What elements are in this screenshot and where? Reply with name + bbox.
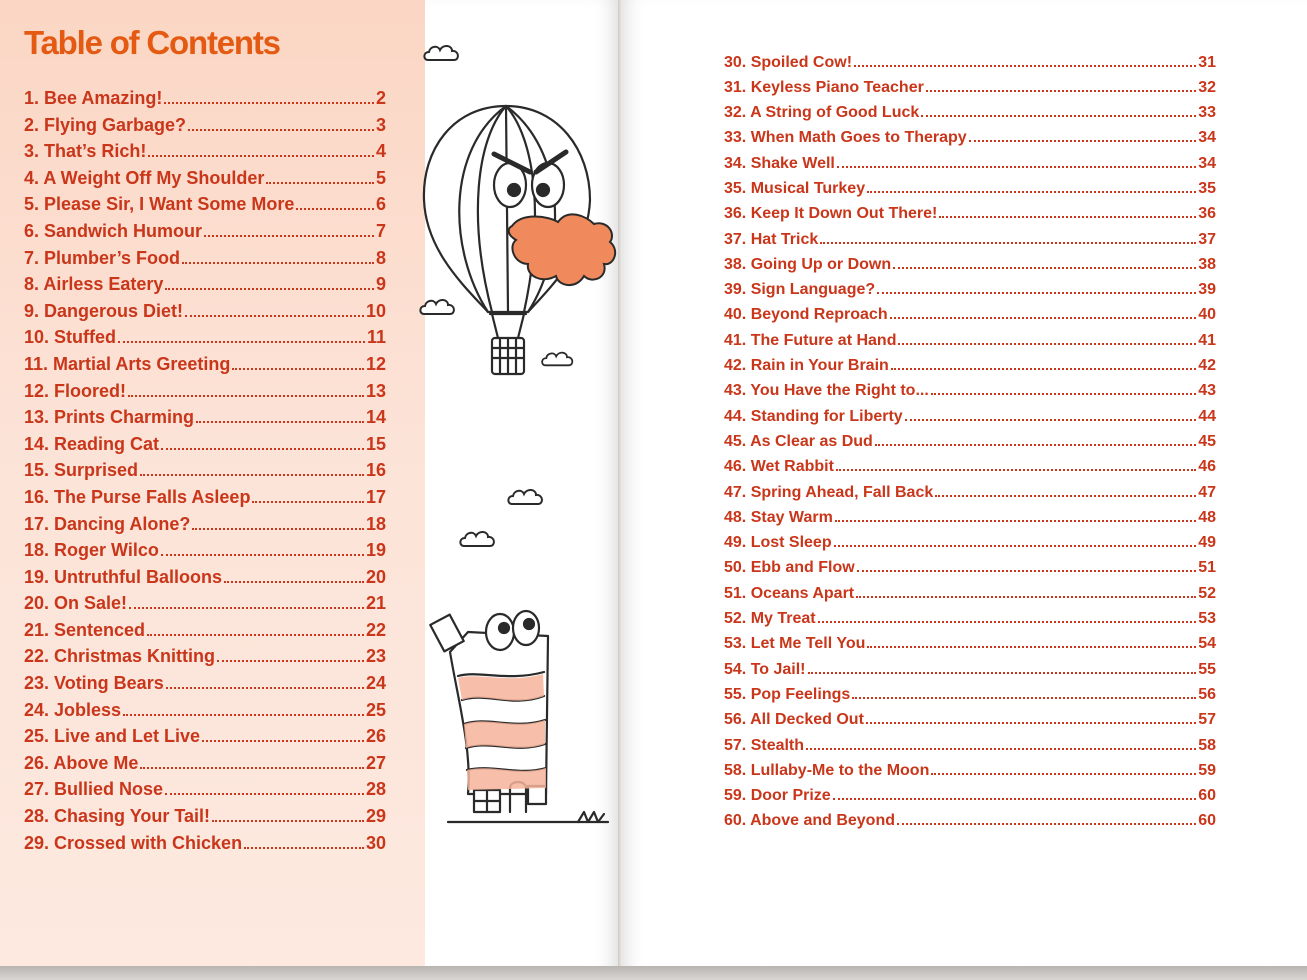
- toc-entry-page-number: 31: [1198, 53, 1216, 71]
- dot-leader: [820, 230, 1196, 244]
- toc-entry-page-number: 10: [365, 300, 386, 321]
- toc-entry-page-number: 37: [1198, 230, 1216, 248]
- toc-entry-page-number: 3: [375, 114, 386, 135]
- toc-entry-title: 4. A Weight Off My Shoulder: [24, 167, 265, 188]
- toc-entry-page-number: 35: [1198, 180, 1216, 197]
- toc-entry-page-number: 34: [1198, 129, 1216, 147]
- toc-entry-title: 14. Reading Cat: [24, 433, 160, 454]
- dot-leader: [837, 154, 1196, 168]
- toc-entry-page-number: 43: [1198, 382, 1216, 400]
- toc-entry-title: 29. Crossed with Chicken: [24, 832, 243, 853]
- dot-leader: [926, 78, 1196, 92]
- dot-leader: [161, 541, 364, 556]
- toc-entry-page-number: 30: [365, 832, 386, 853]
- toc-entry-title: 25. Live and Let Live: [24, 726, 201, 747]
- toc-entry-title: 31. Keyless Piano Teacher: [724, 78, 924, 96]
- toc-entry-title: 8. Airless Eatery: [24, 274, 164, 295]
- dot-leader: [893, 255, 1196, 269]
- toc-entry-page-number: 46: [1198, 458, 1216, 476]
- toc-entry: [724, 508, 1216, 533]
- toc-entry: [724, 382, 1216, 407]
- toc-entry-title: 53. Let Me Tell You: [724, 635, 866, 653]
- toc-entry-page-number: 34: [1198, 154, 1216, 172]
- dot-leader: [185, 302, 364, 317]
- toc-entry-title: 34. Shake Well: [724, 154, 835, 172]
- toc-entry-title: 57. Stealth: [724, 736, 805, 754]
- dot-leader: [931, 761, 1196, 775]
- toc-entry: [24, 700, 386, 727]
- toc-entry: [24, 194, 386, 221]
- toc-entry-page-number: 20: [365, 566, 386, 587]
- toc-list-right: [724, 53, 1216, 837]
- dot-leader: [867, 635, 1196, 649]
- toc-entry: [24, 514, 386, 541]
- toc-entry-title: 41. The Future at Hand: [724, 331, 897, 349]
- toc-entry-title: 32. A String of Good Luck: [724, 104, 920, 122]
- toc-entry: [24, 673, 386, 700]
- dot-leader: [129, 594, 364, 609]
- toc-entry: [24, 381, 386, 408]
- dot-leader: [939, 205, 1196, 219]
- toc-entry-page-number: 40: [1198, 306, 1216, 324]
- toc-entry-title: 51. Oceans Apart: [724, 584, 855, 602]
- toc-entry-page-number: 6: [375, 194, 386, 215]
- toc-entry-title: 35. Musical Turkey: [724, 180, 866, 197]
- dot-leader: [835, 508, 1196, 522]
- toc-entry-title: 22. Christmas Knitting: [24, 646, 216, 667]
- toc-entry: [724, 812, 1216, 837]
- toc-entry: [724, 154, 1216, 179]
- cloud-icon: [422, 42, 462, 64]
- toc-entry-page-number: 60: [1198, 787, 1216, 805]
- toc-entry: [24, 806, 386, 833]
- toc-entry-page-number: 52: [1198, 584, 1216, 602]
- toc-entry: [724, 787, 1216, 812]
- toc-entry: [24, 248, 386, 275]
- toc-entry: [724, 685, 1216, 710]
- dot-leader: [224, 568, 364, 583]
- toc-entry-title: 26. Above Me: [24, 752, 139, 773]
- dot-leader: [128, 382, 364, 397]
- toc-entry-title: 9. Dangerous Diet!: [24, 300, 184, 321]
- cloud-icon: [418, 296, 458, 320]
- toc-entry: [724, 559, 1216, 584]
- toc-entry: [24, 779, 386, 806]
- toc-entry-title: 45. As Clear as Dud: [724, 432, 873, 450]
- toc-entry-title: 2. Flying Garbage?: [24, 114, 187, 135]
- dot-leader: [856, 584, 1196, 598]
- toc-entry: [724, 78, 1216, 103]
- toc-entry-page-number: 2: [375, 88, 386, 108]
- toc-entry-page-number: 54: [1198, 635, 1216, 653]
- toc-entry-title: 54. To Jail!: [724, 660, 806, 678]
- dot-leader: [232, 355, 364, 370]
- toc-entry: [24, 88, 386, 115]
- toc-entry: [724, 736, 1216, 761]
- toc-entry-title: 30. Spoiled Cow!: [724, 53, 853, 71]
- toc-entry-page-number: 25: [365, 699, 386, 720]
- dot-leader: [867, 179, 1196, 193]
- dot-leader: [833, 787, 1197, 801]
- dot-leader: [196, 408, 364, 423]
- dot-leader: [188, 116, 374, 131]
- toc-entry-page-number: 9: [375, 274, 386, 295]
- toc-entry: [724, 761, 1216, 786]
- toc-entry-title: 18. Roger Wilco: [24, 540, 159, 561]
- toc-entry-title: 21. Sentenced: [24, 619, 146, 640]
- toc-entry-title: 1. Bee Amazing!: [24, 88, 163, 108]
- dot-leader: [165, 275, 374, 290]
- toc-entry: [724, 129, 1216, 154]
- cloud-icon: [506, 486, 546, 508]
- dot-leader: [140, 754, 364, 769]
- dot-leader: [217, 648, 364, 663]
- toc-entry-title: 59. Door Prize: [724, 787, 831, 805]
- toc-entry-page-number: 23: [365, 646, 386, 667]
- toc-entry-page-number: 28: [365, 779, 386, 800]
- toc-entry-title: 17. Dancing Alone?: [24, 513, 191, 534]
- toc-entry-title: 60. Above and Beyond: [724, 812, 895, 830]
- toc-entry: [24, 407, 386, 434]
- toc-entry-page-number: 13: [365, 380, 386, 401]
- toc-entry-title: 39. Sign Language?: [724, 281, 876, 299]
- toc-entry-title: 11. Martial Arts Greeting: [24, 353, 231, 374]
- cartoon-house-character-icon: [428, 600, 618, 830]
- toc-entry: [724, 660, 1216, 685]
- toc-entry-title: 38. Going Up or Down: [724, 255, 892, 273]
- toc-entry-title: 48. Stay Warm: [724, 508, 833, 526]
- toc-entry-page-number: 38: [1198, 255, 1216, 273]
- toc-entry-page-number: 22: [365, 619, 386, 640]
- toc-entry-title: 55. Pop Feelings: [724, 685, 851, 703]
- angry-hot-air-balloon-icon: [418, 100, 623, 390]
- dot-leader: [931, 382, 1196, 396]
- toc-entry-page-number: 14: [365, 407, 386, 428]
- toc-entry-title: 27. Bullied Nose: [24, 779, 164, 800]
- toc-entry-title: 16. The Purse Falls Asleep: [24, 486, 251, 507]
- toc-entry: [24, 221, 386, 248]
- toc-entry: [24, 141, 386, 168]
- toc-entry: [24, 327, 386, 354]
- toc-entry: [24, 115, 386, 142]
- toc-entry-title: 24. Jobless: [24, 699, 122, 720]
- toc-entry-page-number: 26: [365, 726, 386, 747]
- toc-entry: [724, 407, 1216, 432]
- toc-entry-title: 20. On Sale!: [24, 593, 128, 614]
- dot-leader: [166, 674, 364, 689]
- dot-leader: [866, 711, 1196, 725]
- toc-entry: [724, 306, 1216, 331]
- dot-leader: [266, 169, 374, 184]
- toc-list-left: [24, 88, 386, 859]
- toc-entry-title: 10. Stuffed: [24, 327, 117, 348]
- toc-entry-title: 42. Rain in Your Brain: [724, 357, 889, 375]
- dot-leader: [148, 142, 374, 157]
- toc-entry-page-number: 36: [1198, 205, 1216, 223]
- toc-entry-page-number: 58: [1198, 736, 1216, 754]
- dot-leader: [192, 515, 364, 530]
- toc-entry-title: 50. Ebb and Flow: [724, 559, 855, 577]
- toc-entry: [724, 711, 1216, 736]
- toc-entry-page-number: 42: [1198, 357, 1216, 375]
- dot-leader: [890, 306, 1197, 320]
- dot-leader: [935, 483, 1196, 497]
- dot-leader: [808, 660, 1197, 674]
- toc-entry-page-number: 27: [365, 752, 386, 773]
- toc-entry: [24, 540, 386, 567]
- toc-entry-page-number: 16: [365, 460, 386, 481]
- toc-entry: [724, 432, 1216, 457]
- toc-entry-page-number: 11: [366, 327, 386, 348]
- toc-entry-page-number: 49: [1198, 534, 1216, 552]
- toc-entry-title: 13. Prints Charming: [24, 407, 195, 428]
- toc-entry-title: 28. Chasing Your Tail!: [24, 806, 211, 827]
- toc-entry-page-number: 44: [1198, 407, 1216, 425]
- dot-leader: [296, 195, 374, 210]
- toc-entry: [724, 357, 1216, 382]
- dot-leader: [875, 432, 1196, 446]
- toc-entry-title: 5. Please Sir, I Want Some More: [24, 194, 295, 215]
- toc-entry: [24, 567, 386, 594]
- dot-leader: [854, 53, 1196, 67]
- toc-entry-page-number: 41: [1198, 331, 1216, 349]
- toc-entry: [24, 274, 386, 301]
- toc-entry: [24, 354, 386, 381]
- dot-leader: [877, 281, 1196, 295]
- dot-leader: [212, 807, 364, 822]
- toc-entry-page-number: 21: [365, 593, 386, 614]
- toc-entry-page-number: 33: [1198, 104, 1216, 122]
- toc-entry-title: 56. All Decked Out: [724, 711, 864, 729]
- dot-leader: [818, 610, 1197, 624]
- toc-entry-title: 46. Wet Rabbit: [724, 458, 834, 476]
- toc-entry-page-number: 15: [365, 433, 386, 454]
- dot-leader: [123, 701, 364, 716]
- dot-leader: [147, 621, 364, 636]
- toc-entry-page-number: 56: [1198, 685, 1216, 703]
- dot-leader: [140, 461, 364, 476]
- toc-entry-page-number: 29: [365, 806, 386, 827]
- toc-entry-title: 15. Surprised: [24, 460, 139, 481]
- toc-entry-title: 23. Voting Bears: [24, 673, 164, 694]
- dot-leader: [905, 407, 1197, 421]
- toc-entry-page-number: 53: [1198, 610, 1216, 628]
- toc-entry-page-number: 57: [1198, 711, 1216, 729]
- toc-entry: [724, 179, 1216, 204]
- dot-leader: [165, 780, 364, 795]
- toc-entry-page-number: 51: [1198, 559, 1216, 577]
- toc-entry: [724, 205, 1216, 230]
- toc-entry-page-number: 39: [1198, 281, 1216, 299]
- toc-entry: [24, 620, 386, 647]
- toc-entry-page-number: 55: [1198, 660, 1216, 678]
- toc-entry-page-number: 17: [365, 486, 386, 507]
- toc-entry: [24, 168, 386, 195]
- toc-entry: [24, 833, 386, 860]
- toc-entry-title: 36. Keep It Down Out There!: [724, 205, 938, 223]
- dot-leader: [252, 488, 364, 503]
- toc-entry: [724, 610, 1216, 635]
- dot-leader: [891, 357, 1196, 371]
- toc-entry-title: 12. Floored!: [24, 380, 127, 401]
- dot-leader: [897, 812, 1196, 826]
- toc-entry-page-number: 59: [1198, 761, 1216, 779]
- dot-leader: [806, 736, 1196, 750]
- toc-entry-title: 43. You Have the Right to...: [724, 382, 929, 400]
- toc-entry-page-number: 12: [365, 353, 386, 374]
- toc-entry-page-number: 5: [375, 167, 386, 188]
- dot-leader: [857, 559, 1197, 573]
- toc-entry: [724, 458, 1216, 483]
- toc-entry-title: 47. Spring Ahead, Fall Back: [724, 483, 934, 501]
- toc-entry-page-number: 18: [365, 513, 386, 534]
- toc-entry-title: 3. That’s Rich!: [24, 141, 147, 162]
- dot-leader: [204, 222, 374, 237]
- cloud-icon: [458, 528, 498, 550]
- toc-entry-title: 52. My Treat: [724, 610, 816, 628]
- dot-leader: [164, 89, 374, 104]
- toc-entry: [724, 53, 1216, 78]
- toc-entry: [724, 635, 1216, 660]
- toc-entry: [724, 584, 1216, 609]
- toc-entry: [24, 301, 386, 328]
- dot-leader: [244, 834, 364, 849]
- dot-leader: [202, 727, 364, 742]
- dot-leader: [852, 685, 1196, 699]
- toc-entry: [724, 230, 1216, 255]
- toc-entry-page-number: 45: [1198, 432, 1216, 450]
- toc-entry: [724, 281, 1216, 306]
- page-title: Table of Contents: [24, 24, 280, 61]
- toc-entry-page-number: 32: [1198, 78, 1216, 96]
- toc-entry-page-number: 60: [1198, 812, 1216, 830]
- dot-leader: [182, 249, 374, 264]
- toc-entry-page-number: 48: [1198, 508, 1216, 526]
- toc-entry-page-number: 19: [365, 540, 386, 561]
- toc-entry-title: 40. Beyond Reproach: [724, 306, 888, 324]
- toc-entry-title: 44. Standing for Liberty: [724, 407, 903, 425]
- dot-leader: [969, 129, 1197, 143]
- toc-entry: [724, 483, 1216, 508]
- toc-entry: [724, 331, 1216, 356]
- dot-leader: [834, 534, 1197, 548]
- toc-entry-page-number: 47: [1198, 483, 1216, 501]
- toc-entry: [724, 255, 1216, 280]
- dot-leader: [161, 435, 364, 450]
- toc-entry-title: 6. Sandwich Humour: [24, 220, 203, 241]
- toc-entry-title: 49. Lost Sleep: [724, 534, 832, 552]
- toc-entry-page-number: 8: [375, 247, 386, 268]
- dot-leader: [921, 104, 1196, 118]
- toc-entry-title: 37. Hat Trick: [724, 230, 819, 248]
- toc-entry: [24, 753, 386, 780]
- toc-entry: [24, 460, 386, 487]
- toc-entry-title: 33. When Math Goes to Therapy: [724, 129, 967, 147]
- page-edge: [0, 966, 1307, 980]
- toc-entry: [24, 726, 386, 753]
- dot-leader: [836, 458, 1196, 472]
- toc-entry-page-number: 4: [375, 141, 386, 162]
- toc-entry: [24, 434, 386, 461]
- toc-entry-page-number: 7: [375, 220, 386, 241]
- toc-entry-title: 58. Lullaby-Me to the Moon: [724, 761, 930, 779]
- dot-leader: [898, 331, 1196, 345]
- toc-entry: [24, 593, 386, 620]
- toc-entry: [724, 104, 1216, 129]
- dot-leader: [118, 328, 365, 343]
- toc-entry: [724, 534, 1216, 559]
- toc-entry-title: 7. Plumber’s Food: [24, 247, 181, 268]
- toc-entry-page-number: 24: [365, 673, 386, 694]
- cloud-icon: [540, 348, 576, 370]
- toc-entry-title: 19. Untruthful Balloons: [24, 566, 222, 587]
- toc-entry: [24, 646, 386, 673]
- toc-entry: [24, 487, 386, 514]
